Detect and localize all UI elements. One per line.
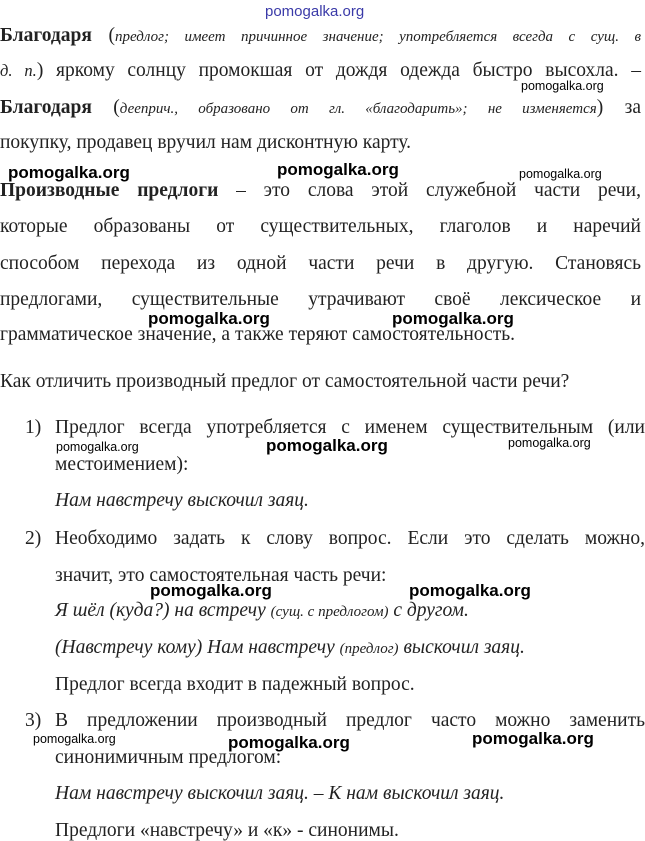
item-3-example: Нам навстречу выскочил заяц. – К нам выскочил заяц. bbox=[55, 783, 505, 804]
item-2-line-3: Предлог всегда входит в падежный вопрос. bbox=[55, 674, 415, 695]
item-3-line-1: В предложении производный предлог часто можно заменить bbox=[55, 710, 645, 731]
p1-word-2: Благодаря bbox=[0, 97, 92, 118]
item-2-example-2a: (Навстречу кому) Нам навстречу bbox=[55, 637, 340, 658]
item-2-example-1-note: (сущ. с предлогом) bbox=[270, 604, 389, 620]
item-2-number: 2) bbox=[25, 528, 42, 549]
watermark: pomogalka.org bbox=[508, 436, 591, 450]
watermark: pomogalka.org bbox=[409, 581, 531, 600]
watermark: pomogalka.org bbox=[8, 163, 130, 182]
p2-term: Производные предлоги bbox=[0, 180, 219, 201]
watermark: pomogalka.org bbox=[56, 440, 139, 454]
item-3-line-2: синонимичным предлогом: bbox=[55, 747, 282, 768]
item-2-line-1: Необходимо задать к слову вопрос. Если это сделать можно, bbox=[55, 528, 645, 549]
item-2-example-1b: с другом. bbox=[388, 600, 469, 621]
item-1-number: 1) bbox=[25, 417, 42, 438]
p2-line-1 bbox=[0, 181, 641, 201]
item-2-example-2 bbox=[55, 638, 525, 658]
watermark: pomogalka.org bbox=[277, 160, 399, 179]
question: Как отличить производный предлог от самостоятельной части речи? bbox=[0, 371, 570, 392]
p1-line-4: покупку, продавец вручил нам дисконтную карту. bbox=[0, 132, 412, 153]
p2-rest-1: – это слова этой служебной части речи, bbox=[218, 180, 641, 201]
p1-note-1: предлог; имеет причинное значение; употребляется всегда с сущ. в bbox=[115, 29, 641, 45]
p1-note-2: д. п. bbox=[0, 61, 37, 80]
p2-line-5: грамматическое значение, а также теряют самостоятельность. bbox=[0, 324, 515, 345]
p1-line-2 bbox=[0, 61, 641, 81]
item-3-number: 3) bbox=[25, 710, 42, 731]
watermark: pomogalka.org bbox=[472, 729, 594, 748]
item-3-line-3: Предлоги «навстречу» и «к» - синонимы. bbox=[55, 820, 399, 841]
item-2-example-2b: выскочил заяц. bbox=[398, 637, 525, 658]
item-1-example: Нам навстречу выскочил заяц. bbox=[55, 490, 309, 511]
watermark-header: pomogalka.org bbox=[265, 3, 365, 20]
watermark: pomogalka.org bbox=[521, 79, 604, 93]
p1-text-2: ) яркому солнцу промокшая от дождя одежда быстро высохла. – bbox=[36, 60, 641, 81]
p1-line-1: Благодаря (предлог; имеет причинное значение; употребляется всегда с сущ. в bbox=[0, 25, 641, 46]
p1-line-3: Благодаря (дееприч., образовано от гл. «благодарить»; не изменяется) за bbox=[0, 97, 641, 118]
watermark: pomogalka.org bbox=[148, 309, 270, 328]
item-2-example-1 bbox=[55, 601, 469, 621]
p2-line-2: которые образованы от существительных, глаголов и наречий bbox=[0, 216, 641, 237]
watermark: pomogalka.org bbox=[33, 732, 116, 746]
watermark: pomogalka.org bbox=[266, 436, 388, 455]
item-1-line-2: местоимением): bbox=[55, 454, 189, 475]
watermark: pomogalka.org bbox=[228, 733, 350, 752]
watermark: pomogalka.org bbox=[519, 167, 602, 181]
item-2-example-2-note: (предлог) bbox=[339, 641, 399, 657]
item-2-line-2: значит, это самостоятельная часть речи: bbox=[55, 565, 387, 586]
watermark: pomogalka.org bbox=[150, 581, 272, 600]
p1-note-3: дееприч., образовано от гл. «благодарить»; не изменяется bbox=[119, 101, 597, 117]
item-2-example-1a: Я шёл (куда?) на встречу bbox=[55, 600, 271, 621]
p2-line-3: способом перехода из одной части речи в другую. Становясь bbox=[0, 253, 641, 274]
watermark: pomogalka.org bbox=[392, 309, 514, 328]
p1-text-3: ) за bbox=[596, 97, 641, 118]
item-1-line-1: Предлог всегда употребляется с именем существительным (или bbox=[55, 417, 645, 438]
p2-line-4: предлогами, существительные утрачивают своё лексическое и bbox=[0, 289, 641, 310]
p1-word-1: Благодаря bbox=[0, 25, 92, 46]
